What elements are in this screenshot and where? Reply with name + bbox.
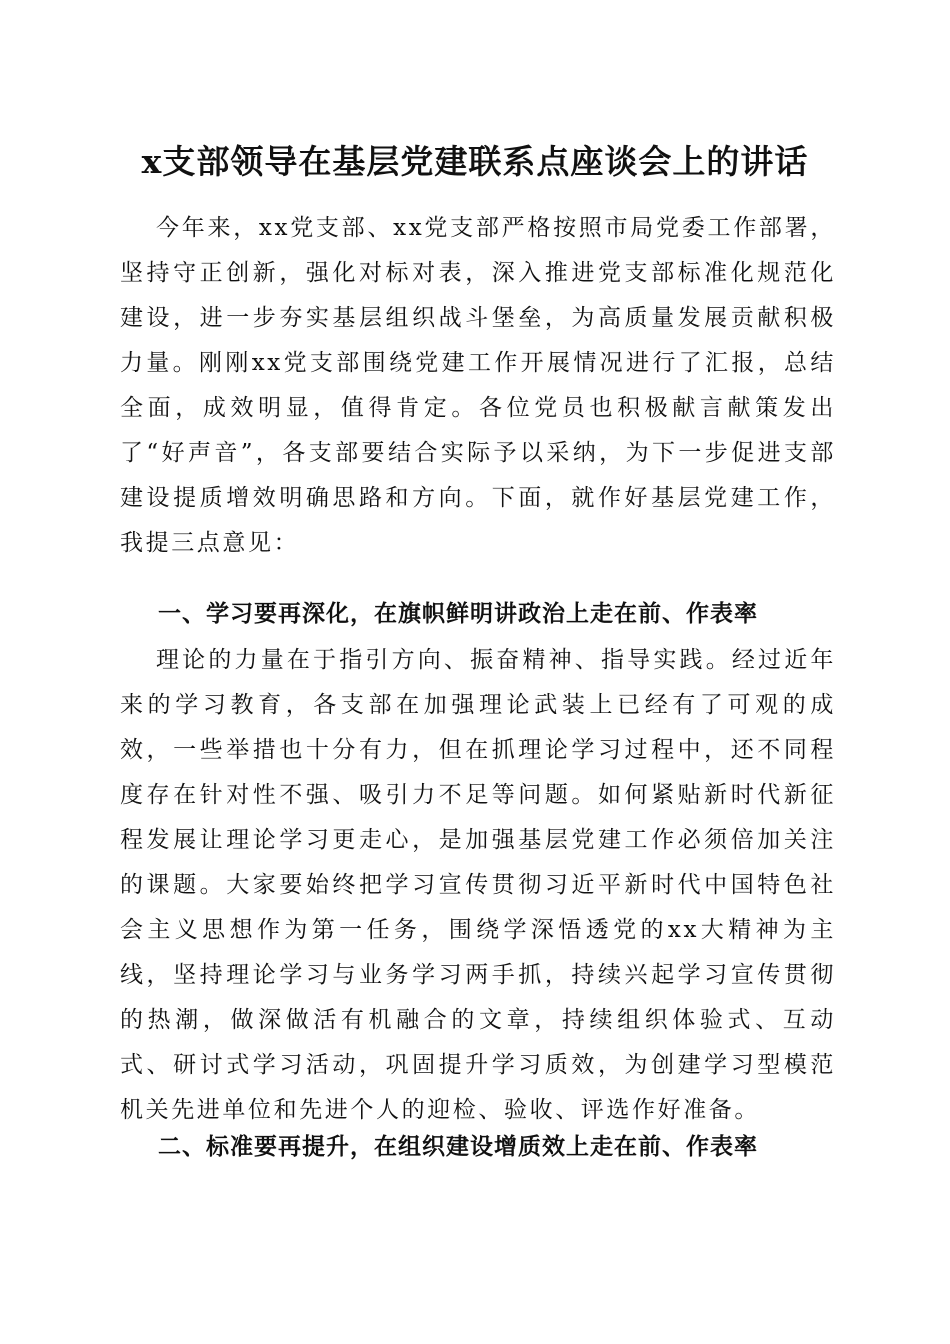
section-1-paragraph: 理论的力量在于指引方向、振奋精神、指导实践。经过近年来的学习教育，各支部在加强理论武装上已经有了可观的成效，一些举措也十分有力，但在抓理论学习过程中，还不同程度存在针对性不强、吸引力不足等问题。如何紧贴新时代新征程发展让理论学习更走心，是加强基层党建工作必须倍加关注的课题。大家要始终把学习宣传贯彻习近平新时代中国特色社会主义思想作为第一任务，围绕学深悟透党的xx大精神为主线，坚持理论学习与业务学习两手抓，持续兴起学习宣传贯彻的热潮，做深做活有机融合的文章，持续组织体验式、互动式、研讨式学习活动，巩固提升学习质效，为创建学习型模范机关先进单位和先进个人的迎检、验收、评选作好准备。 (120, 647, 836, 1123)
section-heading-2: 二、标准要再提升，在组织建设增质效上走在前、作表率 (158, 1134, 758, 1160)
document-title: x支部领导在基层党建联系点座谈会上的讲话 (141, 142, 809, 181)
section-heading-1: 一、学习要再深化，在旗帜鲜明讲政治上走在前、作表率 (158, 601, 758, 627)
intro-paragraph: 今年来，xx党支部、xx党支部严格按照市局党委工作部署，坚持守正创新，强化对标对表，深入推进党支部标准化规范化建设，进一步夯实基层组织战斗堡垒，为高质量发展贡献积极力量。刚刚xx党支部围绕党建工作开展情况进行了汇报，总结全面，成效明显，值得肯定。各位党员也积极献言献策发出了“好声音”，各支部要结合实际予以采纳，为下一步促进支部建设提质增效明确思路和方向。下面，就作好基层党建工作，我提三点意见： (120, 215, 836, 556)
